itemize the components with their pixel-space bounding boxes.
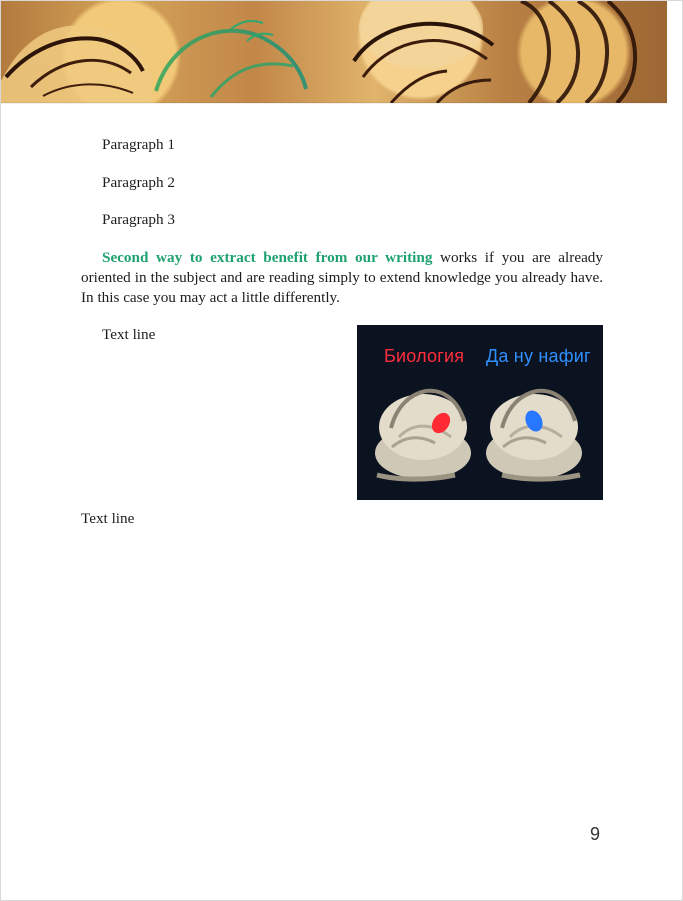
highlighted-heading: Second way to extract benefit from our writing — [102, 249, 433, 267]
page-number: 9 — [589, 824, 600, 844]
paragraph-1: Paragraph 1 — [102, 136, 175, 153]
header-divider — [1, 102, 667, 104]
whatever-label: Да ну нафиг — [486, 346, 591, 367]
paragraph-2: Paragraph 2 — [102, 173, 175, 191]
paragraph-4 — [81, 248, 603, 307]
decorative-header-art — [1, 1, 667, 103]
biology-label: Биология — [384, 346, 465, 367]
choice-meme-image — [357, 325, 603, 500]
text-with-image — [81, 325, 603, 509]
paragraph-4-body: works if you are already oriented in the subject and are reading simply to extend knowledge you already have. In this case you may act a little differently. — [81, 249, 603, 306]
paragraph-3: Paragraph 3 — [102, 211, 175, 229]
tail-paragraph: Text line — [81, 510, 135, 528]
main-text — [81, 135, 603, 529]
float-paragraph: Text line — [102, 326, 156, 344]
header-illustration — [1, 1, 667, 103]
